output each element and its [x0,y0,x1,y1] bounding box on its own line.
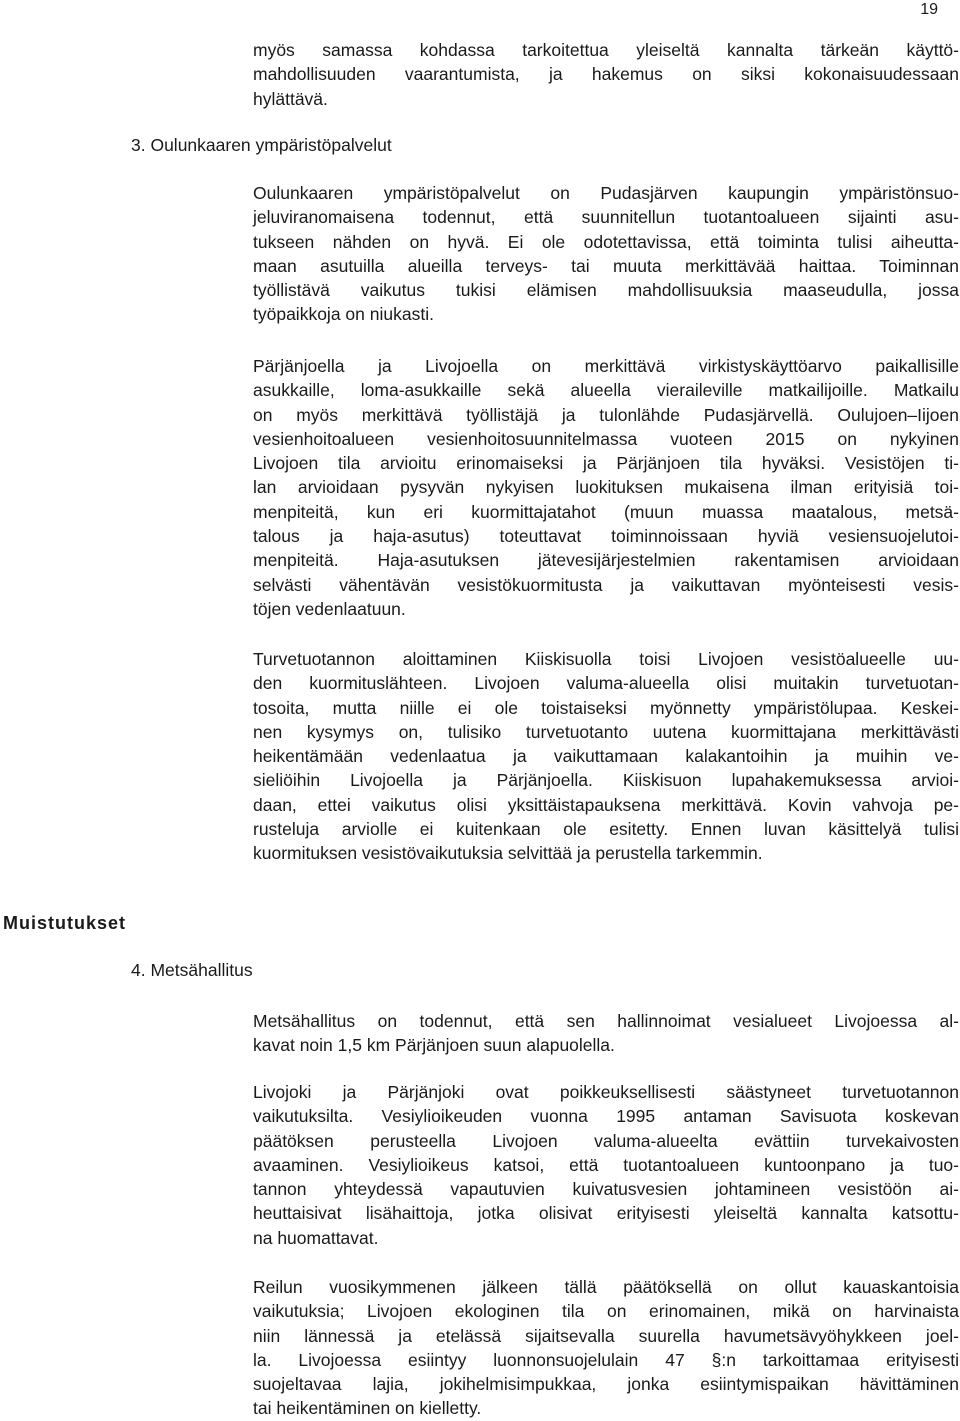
text-line: la. Livojoessa esiintyy luonnonsuojelulain 47 §:n tarkoittamaa erityisesti [253,1349,959,1370]
text-line: rusteluja arviolle ei kuitenkaan ole esitetty. Ennen luvan käsittelyä tulisi [253,819,959,840]
text-line: hylättävä. [253,88,328,109]
text-line: nen kysymys on, tulisiko turvetuotanto uutena kuormittajana merkittävästi [253,721,959,742]
text-line: jeluviranomaisena todennut, että suunnitellun tuotantoalueen sijainti asu- [253,207,959,228]
text-line: Pärjänjoella ja Livojoella on merkittävä virkistyskäyttöarvo paikallisille [253,356,959,376]
text-line: kuormituksen vesistövaikutuksia selvittää ja perustella tarkemmin. [253,843,763,864]
page-number: 19 [920,1,938,18]
section-4-paragraph-2 [253,1080,959,1250]
text-line: Turvetuotannon aloittaminen Kiiskisuolla toisi Livojoen vesistöalueelle uu- [253,649,959,669]
text-line: mahdollisuuden vaarantumista, ja hakemus on siksi kokonaisuudessaan [253,64,959,85]
text-line: selvästi vähentävän vesistökuormitusta ja vaikuttavan myönteisesti vesis- [253,574,959,595]
section-4-heading: 4. Metsähallitus [131,960,253,980]
section-3-paragraph-2 [253,354,959,621]
text-line: myös samassa kohdassa tarkoitettua yleiseltä kannalta tärkeän käyttö- [253,40,959,60]
text-line: tannon yhteydessä vapautuvien kuivatusvesien johtamineen vesistöön ai- [253,1179,959,1200]
text-line: Metsähallitus on todennut, että sen hallinnoimat vesialueet Livojoessa al- [253,1011,959,1031]
text-line: vaikutuksia; Livojoen ekologinen tila on erinomainen, mikä on harvinaista [253,1301,959,1322]
text-line: suojeltavaa lajia, jokihelmisimpukkaa, jonka esiintymispaikan hävittäminen [253,1374,959,1395]
text-line: na huomattavat. [253,1227,379,1248]
text-line: menpiteitä. Haja-asutuksen jätevesijärjestelmien rakentamisen arvioidaan [253,550,959,571]
text-line: Livojoen tila arvioitu erinomaiseksi ja Pärjänjoen tila hyväksi. Vesistöjen ti- [253,453,959,474]
text-line: niin lännessä ja etelässä sijaitsevalla suurella havumetsävyöhykkeen joel- [253,1325,959,1346]
text-line: työllistävä vaikutus tukisi elämisen mahdollisuuksia maaseudulla, jossa [253,280,959,301]
side-label-muistutukset: Muistutukset [3,913,127,933]
text-line: talous ja haja-asutus) toteuttavat toiminnoissaan hyviä vesiensuojelutoi- [253,526,959,547]
text-line: on myös merkittävä työllistäjä ja tulonlähde Pudasjärvellä. Oulujoen–Iijoen [253,404,959,425]
text-line: maan asutuilla alueilla terveys- tai muuta merkittävää haittaa. Toiminnan [253,255,959,276]
text-line: heuttaisivat lisähaittoja, jotka olisivat erityisesti yleiseltä kannalta katsottu- [253,1203,959,1224]
text-line: vaikutuksilta. Vesiylioikeuden vuonna 1995 antaman Savisuota koskevan [253,1106,959,1127]
text-line: menpiteitä, kun eri kuormittajatahot (muun muassa maatalous, metsä- [253,501,959,522]
text-line: Oulunkaaren ympäristöpalvelut on Pudasjärven kaupungin ympäristönsuo- [253,183,959,203]
text-line: töjen vedenlaatuun. [253,598,406,619]
text-line: vesienhoitoalueen vesienhoitosuunnitelmassa vuoteen 2015 on nykyinen [253,428,959,449]
text-line: den kuormituslähteen. Livojoen valuma-alueella olisi muitakin turvetuotan- [253,673,959,694]
text-line: kavat noin 1,5 km Pärjänjoen suun alapuolella. [253,1035,615,1056]
text-line: Livojoki ja Pärjänjoki ovat poikkeuksellisesti säästyneet turvetuotannon [253,1082,959,1102]
text-line: tosoita, mutta niille ei ole toistaiseksi myönnetty ympäristölupaa. Keskei- [253,697,959,718]
section-4-paragraph-3 [253,1275,959,1421]
section-3-paragraph-3 [253,647,959,866]
text-line: Reilun vuosikymmenen jälkeen tällä päätöksellä on ollut kauaskantoisia [253,1277,959,1297]
text-line: daan, ettei vaikutus olisi yksittäistapauksena merkittävä. Kovin vahvoja pe- [253,794,959,815]
text-line: asukkaille, loma-asukkaille sekä alueella vieraileville matkailijoille. Matkailu [253,380,959,401]
text-line: heikentämään vedenlaatua ja vaikuttamaan kalakantoihin ja muihin ve- [253,746,959,767]
section-3-paragraph-1 [253,181,959,327]
text-line: lan arvioidaan pysyvän nykyisen luokituksen mukaisena ilman erityisiä toi- [253,477,959,498]
text-line: sieliöihin Livojoella ja Pärjänjoella. Kiiskisuon lupahakemuksessa arvioi- [253,770,959,791]
section-4-paragraph-1 [253,1009,959,1058]
text-line: tukseen nähden on hyvä. Ei ole odotettavissa, että toiminta tulisi aiheutta- [253,231,959,252]
text-line: tai heikentäminen on kielletty. [253,1398,482,1419]
intro-paragraph [253,38,959,111]
section-3-heading: 3. Oulunkaaren ympäristöpalvelut [131,135,392,155]
text-line: päätöksen perusteella Livojoen valuma-alueelta evättiin turvekaivosten [253,1130,959,1151]
text-line: työpaikkoja on niukasti. [253,304,434,325]
text-line: avaaminen. Vesiylioikeus katsoi, että tuotantoalueen kuntoonpano ja tuo- [253,1154,959,1175]
